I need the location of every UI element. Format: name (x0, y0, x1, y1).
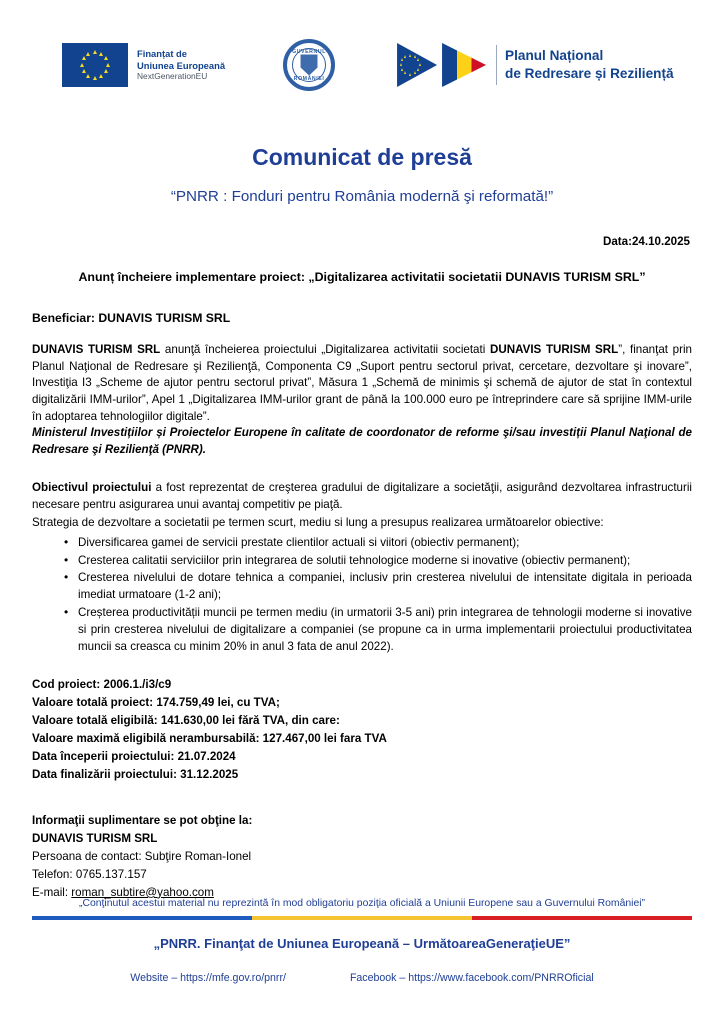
gov-crest-icon (301, 55, 318, 76)
pnrr-arrows-icon (397, 43, 486, 87)
eu-star-icon (86, 52, 90, 56)
header-logo-bar (32, 0, 692, 104)
eu-star-icon (404, 55, 406, 58)
eu-star-icon (414, 71, 416, 74)
page-footer (32, 898, 692, 984)
tricolor-blue-segment (32, 916, 252, 920)
eu-star-icon (106, 63, 110, 67)
main-paragraph (32, 342, 692, 425)
page-title: Comunicat de presă (252, 144, 472, 170)
eu-flag-icon (62, 43, 128, 87)
eu-star-icon (409, 54, 411, 57)
eu-funding-logo (62, 43, 225, 87)
page-subtitle: “PNRR : Fonduri pentru România modernă şi reformată!” (170, 188, 554, 205)
eu-star-icon (104, 56, 108, 60)
eu-star-icon (104, 69, 108, 73)
paragraph-segment-2: anunţă încheierea proiectului „Digitalizarea activitatii societati (160, 343, 490, 356)
eu-star-icon (93, 50, 97, 54)
footer-website-link[interactable]: Website – https://mfe.gov.ro/pnrr/ (130, 972, 286, 984)
paragraph-segment-4: ”, finanţat prin Planul Naţional de Redresare şi Rezilienţă, Componenta C9 „Suport pentru sectorul privat, cercetare, dezvoltare şi inovare”, Investiţia I3 „Scheme de ajutor pentru sectorul privat”, Măsura 1 „Schemă de minimis şi schemă de ajutor de stat în contextul digitalizării IMM-urilor”, Apel 1 „Digitalizarea IMM-urilor grant de până la 100.000 euro pe întreprindere care să sprijine IMM-urile în adoptarea tehnologiilor digitale”. (32, 343, 692, 423)
list-item: • Diversificarea gamei de servicii prestate clientilor actuali si viitori (obiectiv permanent); (78, 535, 692, 552)
contact-email-link[interactable]: roman_subtire@yahoo.com (71, 885, 214, 899)
eu-star-icon (93, 76, 97, 80)
announcement-heading: Anunț încheiere implementare proiect: „Digitalizarea activitatii societatii DUNAVIS TURISM SRL” (78, 270, 646, 284)
eu-star-icon (400, 63, 402, 66)
ministry-statement: Ministerul Investițiilor și Proiectelor Europene în calitate de coordonator de reforme şi/sau investiții Planul Naţional de Redresare şi Rezilienţă (PNRR). (32, 426, 692, 457)
eu-star-icon (82, 56, 86, 60)
project-details-block (32, 676, 692, 784)
footer-facebook-link[interactable]: Facebook – https://www.facebook.com/PNRROficial (349, 972, 594, 984)
romania-tricolor-bar (32, 916, 692, 920)
footer-disclaimer: „Conţinutul acestui material nu reprezintă în mod obligatoriu poziţia oficială a Uniunii Europene sau a Guvernului României” (78, 898, 646, 909)
detail-nonrefundable-value: Valoare maximă eligibilă nerambursabilă: 127.467,00 lei fara TVA (32, 732, 387, 746)
objective-text: a fost reprezentat de creşterea gradului de digitalizare a societăţii, asigurând dezvoltarea infrastructurii necesare pentru asigurarea unui avantaj competitiv pe piaţă. (32, 480, 692, 511)
eu-logo-text (137, 48, 225, 81)
eu-star-icon (414, 55, 416, 58)
eu-star-icon (99, 74, 103, 78)
pnrr-logo-line2: de Redresare și Reziliență (505, 66, 674, 81)
eu-arrow-icon (397, 43, 437, 87)
tricolor-red-segment (472, 916, 692, 920)
contact-block (32, 812, 692, 902)
beneficiary-line: Beneficiar: DUNAVIS TURISM SRL (32, 311, 231, 325)
gov-seal-bottom-text: ROMÂNIEI (293, 76, 325, 82)
eu-star-icon (99, 52, 103, 56)
contact-company: DUNAVIS TURISM SRL (32, 831, 158, 845)
eu-star-icon (80, 63, 84, 67)
strategy-paragraph: Strategia de dezvoltare a societatii pe termen scurt, mediu si lung a presupus realizarea următoarelor obiective: (32, 515, 604, 529)
tricolor-yellow-segment (252, 916, 472, 920)
list-item: • Cresterea nivelului de dotare tehnica a companiei, inclusiv prin cresterea nivelului de intensitate digitala in perioada imediat urmatoare (1-2 ani); (78, 570, 692, 604)
footer-links (32, 972, 692, 984)
detail-start-date: Data începerii proiectului: 21.07.2024 (32, 750, 236, 764)
eu-star-icon (417, 58, 419, 61)
company-name-bold-2: DUNAVIS TURISM SRL (489, 343, 619, 356)
eu-star-icon (401, 68, 403, 71)
romania-tricolor-arrow-icon (442, 43, 486, 87)
eu-logo-line1: Finanțat de (137, 48, 188, 60)
eu-logo-line3: NextGenerationEU (137, 71, 208, 82)
contact-phone: Telefon: 0765.137.157 (32, 867, 147, 881)
eu-star-icon (417, 68, 419, 71)
pnrr-logo (397, 43, 674, 87)
detail-eligible-value: Valoare totală eligibilă: 141.630,00 lei fără TVA, din care: (32, 714, 340, 728)
eu-star-icon (401, 58, 403, 61)
list-item: • Creșterea productivității muncii pe termen mediu (in urmatorii 3-5 ani) prin integrarea de tehnologii moderne si inovative si prin cresterea nivelului de digitalizare a companiei (se propune ca in urma implementarii proiectului productivitatea muncii sa creasca cu minim 20% in anul 3 fata de anul 2022). (78, 605, 692, 656)
eu-star-icon (86, 74, 90, 78)
pnrr-logo-text (505, 47, 674, 82)
contact-email-label: E-mail: (32, 885, 72, 899)
detail-project-code: Cod proiect: 2006.1./i3/c9 (32, 678, 172, 692)
objectives-list (32, 535, 692, 656)
objective-label: Obiectivul proiectului (32, 480, 152, 494)
objective-paragraph (32, 480, 692, 514)
pnrr-logo-divider (496, 45, 497, 85)
gov-seal-top-text: GUVERNUL (292, 49, 326, 55)
detail-total-value: Valoare totală proiect: 174.759,49 lei, cu TVA; (32, 696, 280, 710)
list-item: • Cresterea calitatii serviciilor prin integrarea de solutii tehnologice moderne si inovative (obiectiv permanent); (78, 553, 692, 570)
pnrr-logo-line1: Planul Național (505, 48, 604, 64)
eu-logo-line2: Uniunea Europeană (137, 59, 226, 71)
eu-star-icon (82, 69, 86, 73)
gov-seal-icon (283, 39, 335, 91)
eu-star-icon (404, 71, 406, 74)
detail-end-date: Data finalizării proiectului: 31.12.2025 (32, 768, 239, 782)
footer-funded-line: „PNRR. Finanţat de Uniunea Europeană – UrmătoareaGeneraţieUE” (153, 936, 571, 951)
company-name-bold-1: DUNAVIS TURISM SRL (32, 343, 161, 356)
contact-heading: Informaţii suplimentare se pot obţine la: (32, 813, 253, 827)
contact-person: Persoana de contact: Subţire Roman-Ionel (32, 849, 252, 863)
government-of-romania-logo (283, 39, 335, 91)
document-date: Data:24.10.2025 (602, 235, 690, 248)
eu-star-icon (409, 73, 411, 76)
eu-star-icon (419, 63, 421, 66)
